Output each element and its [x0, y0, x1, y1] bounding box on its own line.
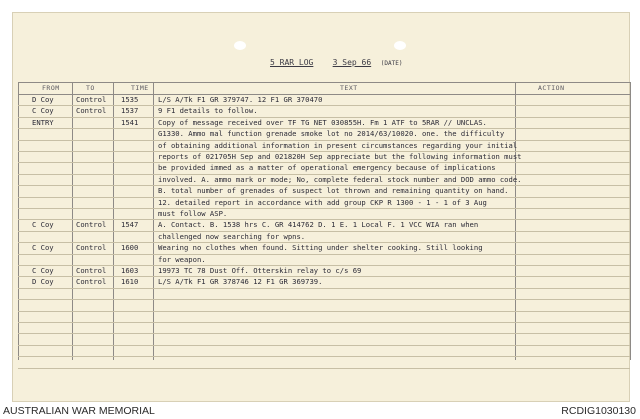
column-rule — [113, 82, 114, 360]
row-rule — [18, 105, 630, 106]
entry-to: Control — [76, 277, 107, 287]
entry-text-line: reports of 021705H Sep and 021820H Sep appreciate but the following information must — [158, 152, 522, 161]
col-header-to: TO — [86, 84, 95, 92]
row-rule — [18, 322, 630, 323]
entry-from: C Coy — [32, 243, 54, 253]
row-rule — [18, 288, 630, 289]
entry-to: Control — [76, 95, 107, 104]
entry-from: C Coy — [32, 220, 54, 230]
entry-to: Control — [76, 243, 107, 253]
entry-text-line: challenged now searching for wpns. — [158, 231, 306, 241]
row-rule — [18, 333, 630, 334]
entry-text-line: L/S A/Tk F1 GR 379747. 12 F1 GR 370470 — [158, 95, 323, 104]
log-header — [270, 58, 402, 67]
entry-text-line: Copy of message received over TF TG NET 030855H. Fm 1 ATF to 5RAR // UNCLAS. — [158, 117, 487, 127]
entry-to: Control — [76, 220, 107, 230]
date-label: (DATE) — [380, 60, 403, 67]
col-header-from: FROM — [42, 84, 60, 92]
log-date: 3 Sep 66 — [332, 58, 372, 67]
col-header-time: TIME — [131, 84, 149, 92]
entry-text-line: 9 F1 details to follow. — [158, 106, 258, 116]
punch-hole — [394, 41, 406, 50]
row-rule — [18, 231, 630, 232]
row-rule — [18, 276, 630, 277]
entry-text-line: A. Contact. B. 1538 hrs C. GR 414762 D. 1 E. 1 Local F. 1 VCC WIA ran when — [158, 220, 479, 230]
column-rule — [18, 82, 19, 360]
entry-text-line: L/S A/Tk F1 GR 378746 12 F1 GR 369739. — [158, 277, 323, 287]
entry-text-line: be provided immed as a matter of operational emergency because of implications — [158, 163, 496, 173]
entry-time: 1537 — [121, 106, 139, 116]
entry-from: C Coy — [32, 106, 54, 116]
punch-hole — [234, 41, 246, 50]
entry-time: 1610 — [121, 277, 139, 287]
entry-text-line: for weapon. — [158, 254, 206, 264]
entry-time: 1603 — [121, 266, 139, 275]
column-rule — [72, 82, 73, 360]
entry-text-line: 12. detailed report in accordance with add group CKP R 1300 - 1 - 1 of 3 Aug — [158, 197, 487, 207]
row-rule — [18, 208, 630, 209]
entry-text-line: G1330. Ammo mal function grenade smoke lot no 2014/63/10020. one. the difficulty — [158, 129, 505, 139]
entry-text-line: Wearing no clothes when found. Sitting under shelter cooking. Still looking — [158, 243, 483, 253]
row-rule — [18, 94, 630, 95]
message-log-table — [18, 82, 630, 360]
entry-time: 1600 — [121, 243, 139, 253]
column-rule — [515, 82, 516, 360]
unit-name: 5 RAR LOG — [270, 58, 314, 67]
row-rule — [18, 299, 630, 300]
col-header-text: TEXT — [340, 84, 358, 92]
row-rule — [18, 368, 630, 369]
row-rule — [18, 311, 630, 312]
entry-text-line: must follow ASP. — [158, 209, 228, 218]
entry-from: D Coy — [32, 95, 54, 104]
row-rule — [18, 356, 630, 357]
archive-credit: AUSTRALIAN WAR MEMORIAL — [3, 405, 155, 417]
entry-from: ENTRY — [32, 117, 54, 127]
entry-text-line: B. total number of grenades of suspect lot thrown and remaining quantity on hand. — [158, 186, 509, 196]
entry-time: 1541 — [121, 117, 139, 127]
entry-to: Control — [76, 266, 107, 275]
entry-from: D Coy — [32, 277, 54, 287]
entry-from: C Coy — [32, 266, 54, 275]
table-top-rule — [18, 82, 630, 83]
column-rule — [153, 82, 154, 360]
record-id: RCDIG1030130 — [561, 405, 636, 417]
col-header-action: ACTION — [538, 84, 565, 92]
column-rule — [630, 82, 631, 360]
entry-time: 1535 — [121, 95, 139, 104]
entry-to: Control — [76, 106, 107, 116]
row-rule — [18, 254, 630, 255]
entry-text-line: 19973 TC 78 Dust Off. Otterskin relay to c/s 69 — [158, 266, 362, 275]
entry-time: 1547 — [121, 220, 139, 230]
entry-text-line: of obtaining additional information in present circumstances regarding your initial — [158, 140, 518, 150]
entry-text-line: involved. A. ammo mark or mode; No, complete federal stock number and DOD ammo code. — [158, 174, 522, 184]
row-rule — [18, 345, 630, 346]
